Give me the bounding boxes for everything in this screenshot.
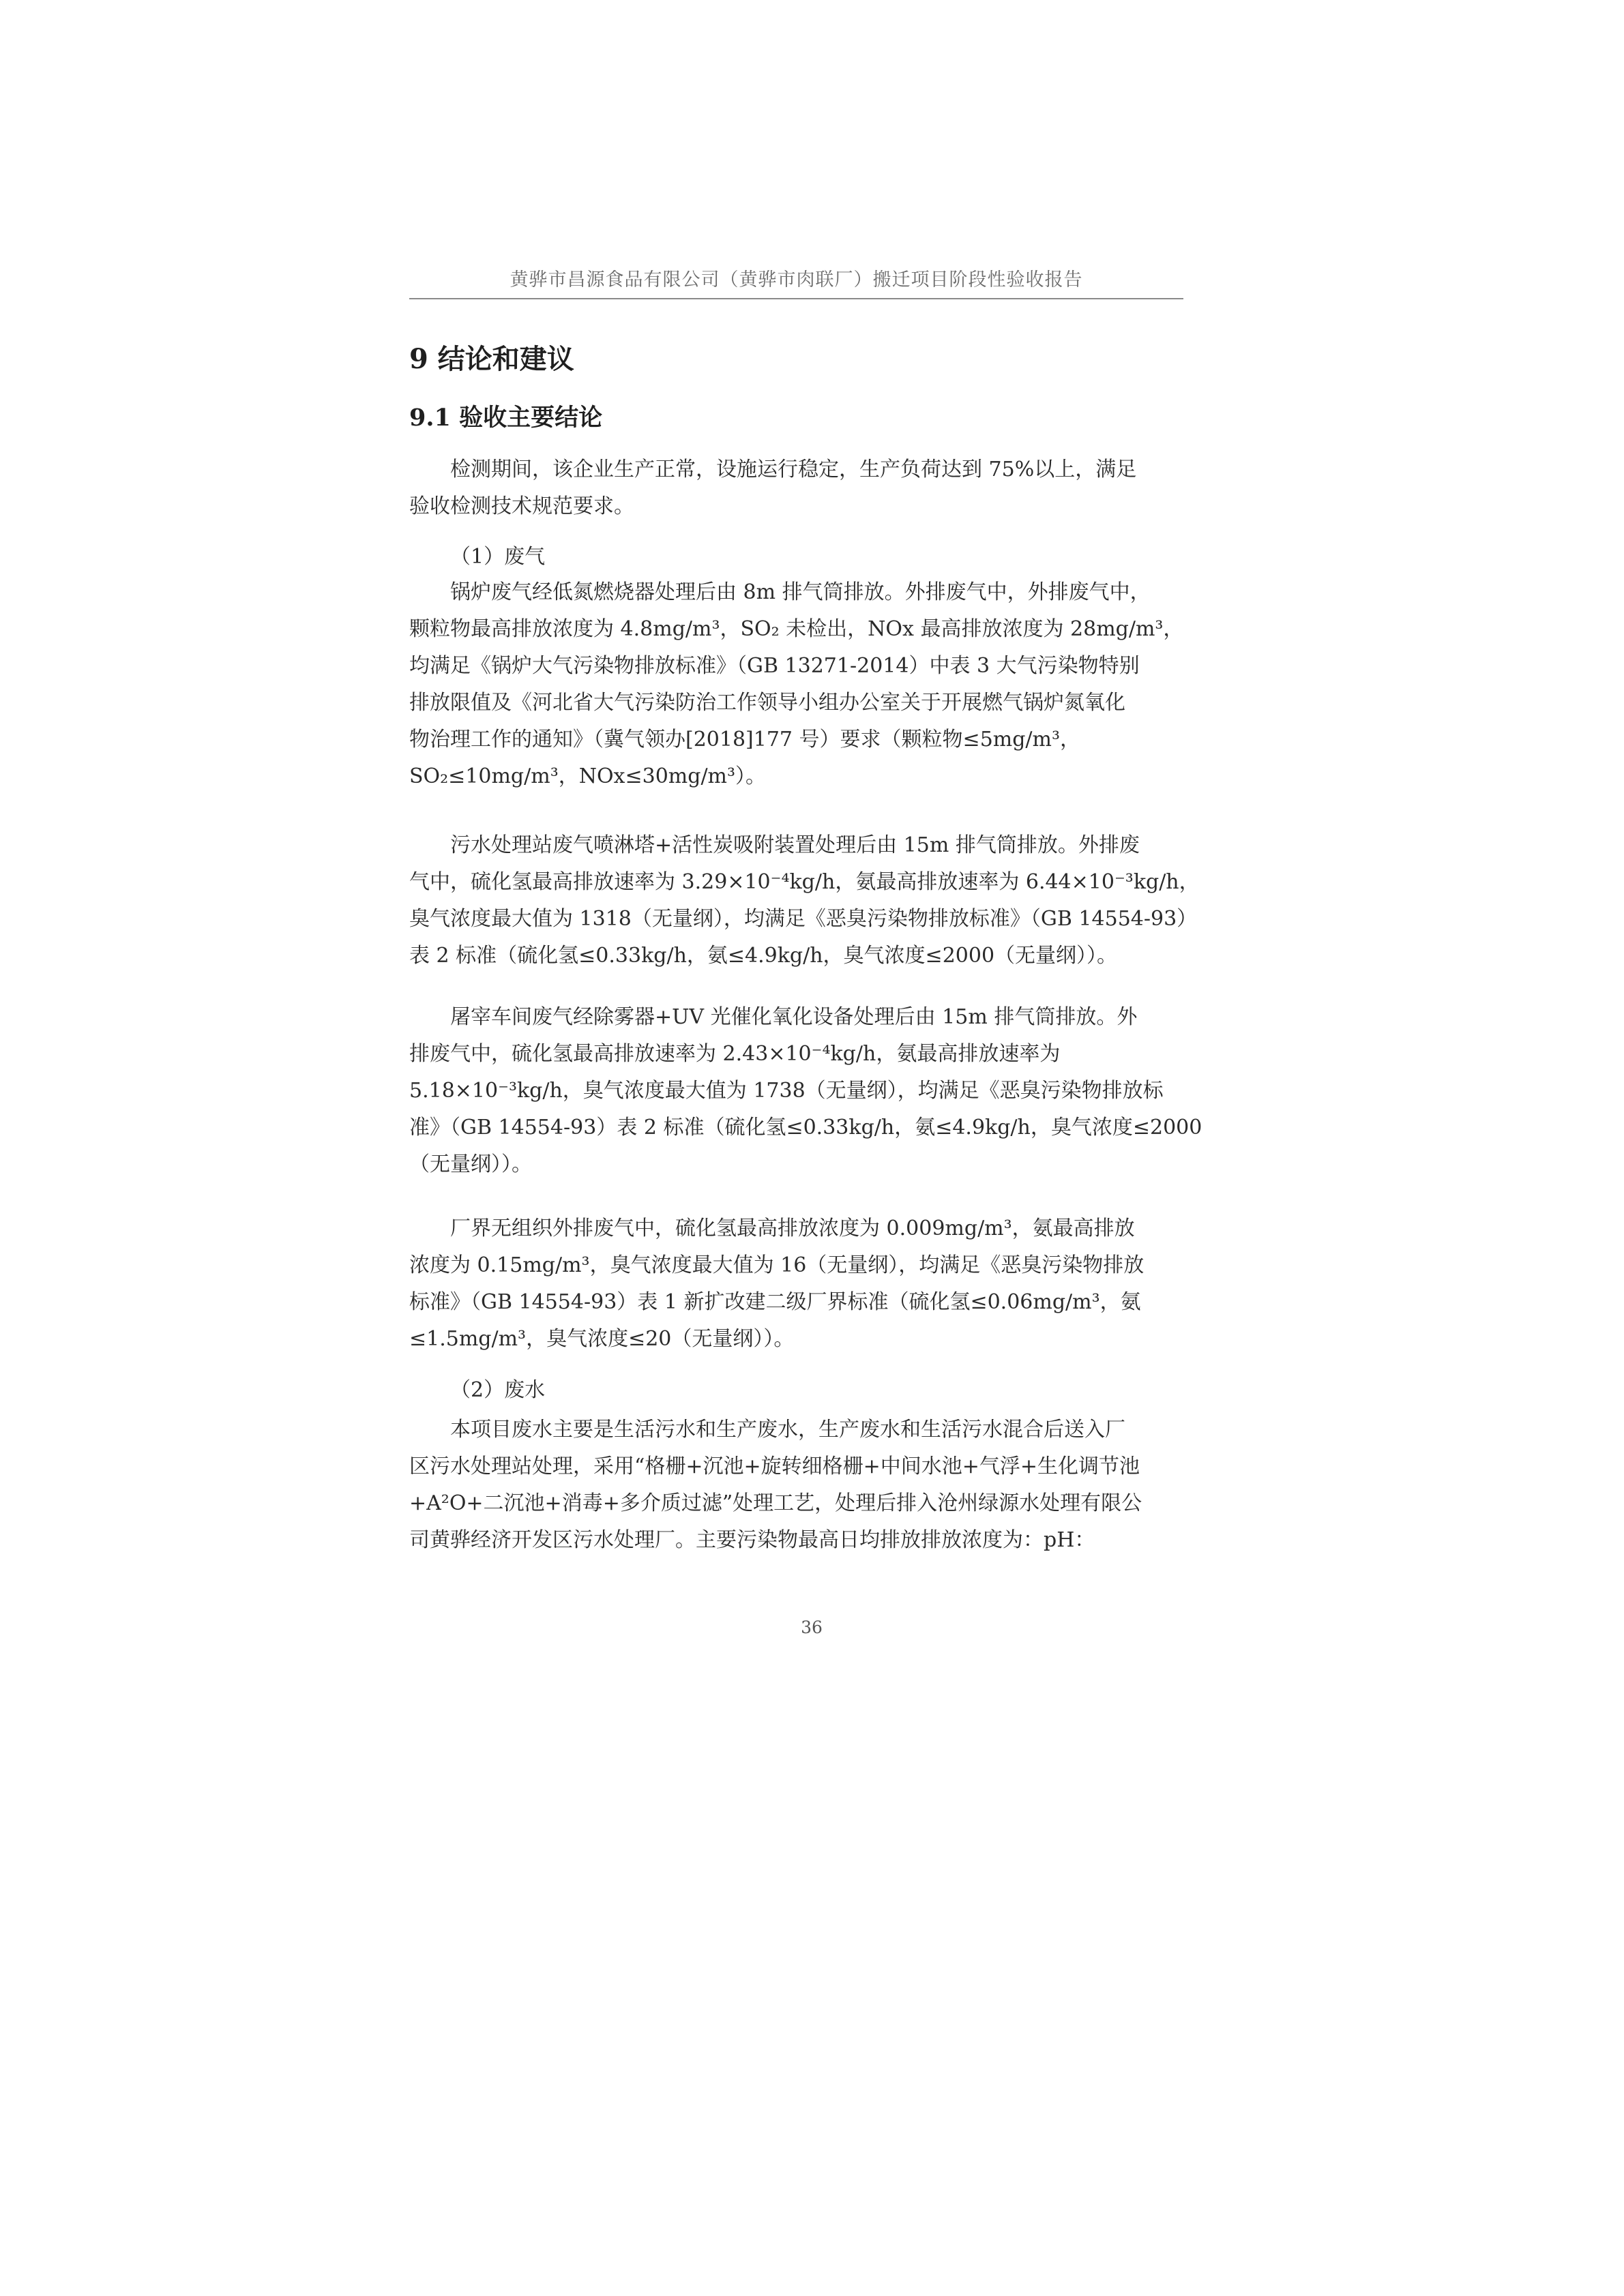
subsection-title: 9.1 验收主要结论: [409, 404, 603, 432]
paragraph-line: 臭气浓度最大值为 1318（无量纲），均满足《恶臭污染物排放标准》（GB 14554-93）: [409, 907, 1198, 931]
subsection-label-gas: （1）废气: [450, 545, 546, 569]
paragraph-line: 表 2 标准（硫化氢≤0.33kg/h，氨≤4.9kg/h，臭气浓度≤2000（无量纲））。: [409, 944, 1118, 968]
paragraph-intro: [409, 451, 1183, 525]
paragraph-boiler: [409, 574, 1183, 795]
paragraph-line: 准》（GB 14554-93）表 2 标准（硫化氢≤0.33kg/h，氨≤4.9kg/h，臭气浓度≤2000: [409, 1116, 1202, 1139]
paragraph-line: 气中，硫化氢最高排放速率为 3.29×10⁻⁴kg/h，氨最高排放速率为 6.44×10⁻³kg/h，: [409, 870, 1200, 894]
paragraph-line: 验收检测技术规范要求。: [409, 494, 634, 518]
paragraph-line: 厂界无组织外排废气中，硫化氢最高排放浓度为 0.009mg/m³，氨最高排放: [450, 1217, 1135, 1240]
paragraph-line: 司黄骅经济开发区污水处理厂。主要污染物最高日均排放排放浓度为：pH：: [409, 1528, 1095, 1552]
paragraph-line: SO₂≤10mg/m³，NOx≤30mg/m³）。: [409, 764, 767, 788]
paragraph-wastewater: [409, 1412, 1183, 1559]
paragraph-fugitive-gas: [409, 1210, 1183, 1358]
paragraph-line: 排废气中，硫化氢最高排放速率为 2.43×10⁻⁴kg/h，氨最高排放速率为: [409, 1042, 1061, 1066]
paragraph-line: +A²O+二沉池+消毒+多介质过滤”处理工艺，处理后排入沧州绿源水处理有限公: [409, 1491, 1142, 1515]
running-header: 黄骅市昌源食品有限公司（黄骅市肉联厂）搬迁项目阶段性验收报告: [510, 269, 1083, 290]
paragraph-line: 本项目废水主要是生活污水和生产废水，生产废水和生活污水混合后送入厂: [450, 1418, 1125, 1442]
subsection-label-water: （2）废水: [450, 1378, 546, 1402]
paragraph-line: 污水处理站废气喷淋塔+活性炭吸附装置处理后由 15m 排气筒排放。外排废: [450, 833, 1140, 857]
paragraph-line: 锅炉废气经低氮燃烧器处理后由 8m 排气筒排放。外排废气中，外排废气中，: [450, 580, 1151, 604]
paragraph-line: ≤1.5mg/m³，臭气浓度≤20（无量纲））。: [409, 1327, 795, 1351]
section-title: 9 结论和建议: [409, 343, 574, 375]
page-number: 36: [801, 1617, 823, 1637]
paragraph-line: 标准》（GB 14554-93）表 1 新扩改建二级厂界标准（硫化氢≤0.06mg/m³，氨: [409, 1290, 1141, 1314]
paragraph-line: 均满足《锅炉大气污染物排放标准》（GB 13271-2014）中表 3 大气污染物特别: [409, 654, 1140, 678]
paragraph-line: 检测期间，该企业生产正常，设施运行稳定，生产负荷达到 75%以上，满足: [450, 458, 1137, 481]
paragraph-line: （无量纲））。: [409, 1152, 532, 1176]
paragraph-wwtp-gas: [409, 827, 1200, 974]
header-rule: [409, 298, 1183, 299]
paragraph-line: 区污水处理站处理，采用“格栅+沉池+旋转细格栅+中间水池+气浮+生化调节池: [409, 1455, 1140, 1478]
paragraph-line: 屠宰车间废气经除雾器+UV 光催化氧化设备处理后由 15m 排气筒排放。外: [450, 1005, 1138, 1029]
paragraph-line: 物治理工作的通知》（冀气领办[2018]177 号）要求（颗粒物≤5mg/m³，: [409, 728, 1081, 751]
paragraph-slaughter-gas: [409, 999, 1202, 1183]
paragraph-line: 5.18×10⁻³kg/h，臭气浓度最大值为 1738（无量纲），均满足《恶臭污染物排放标: [409, 1079, 1164, 1103]
paragraph-line: 颗粒物最高排放浓度为 4.8mg/m³，SO₂ 未检出，NOx 最高排放浓度为 28mg/m³，: [409, 617, 1184, 641]
paragraph-line: 排放限值及《河北省大气污染防治工作领导小组办公室关于开展燃气锅炉氮氧化: [409, 691, 1125, 715]
paragraph-line: 浓度为 0.15mg/m³，臭气浓度最大值为 16（无量纲），均满足《恶臭污染物排放: [409, 1253, 1145, 1277]
